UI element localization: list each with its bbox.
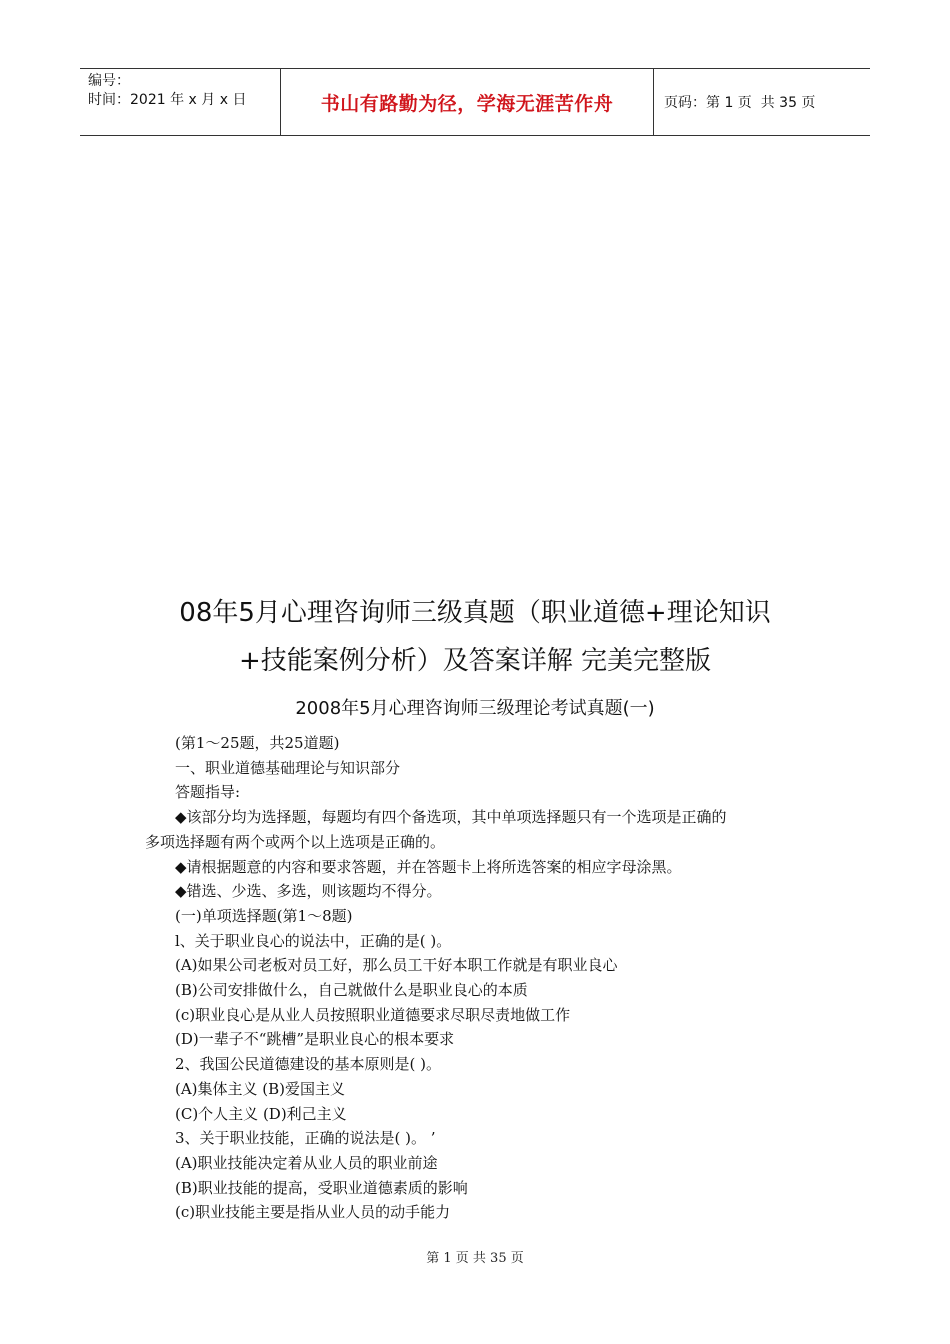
document-body: [145, 731, 825, 1225]
time-label: 时间：2021 年 x 月 x 日: [88, 92, 247, 108]
header-motto-cell: [281, 69, 654, 135]
body-line: 答题指导:: [175, 783, 241, 802]
question-line: 2、我国公民道德建设的基本原则是( )。: [175, 1055, 442, 1074]
option-line: (A)集体主义 (B)爱国主义: [175, 1079, 346, 1098]
header-meta: [80, 69, 281, 135]
document-title-line1: 08年5月心理咨询师三级真题（职业道德+理论知识: [179, 598, 771, 628]
header-page-info: [654, 69, 870, 135]
option-line: (A)职业技能决定着从业人员的职业前途: [175, 1153, 438, 1172]
header-table: [80, 68, 870, 136]
option-line: (c)职业良心是从业人员按照职业道德要求尽职尽责地做工作: [175, 1005, 571, 1024]
body-line: ◆错选、少选、多选，则该题均不得分。: [175, 882, 442, 901]
option-line: (D)一辈子不“跳槽”是职业良心的根本要求: [175, 1030, 455, 1049]
body-line: 多项选择题有两个或两个以上选项是正确的。: [145, 832, 446, 851]
motto-text: 书山有路勤为径，学海无涯苦作舟: [320, 92, 614, 115]
option-line: (c)职业技能主要是指从业人员的动手能力: [175, 1203, 451, 1222]
body-line: (第1～25题，共25道题): [175, 734, 340, 752]
option-line: (A)如果公司老板对员工好，那么员工干好本职工作就是有职业良心: [175, 956, 618, 975]
document-title-line2: +技能案例分析）及答案详解 完美完整版: [238, 646, 712, 676]
option-line: (B)公司安排做什么，自己就做什么是职业良心的本质: [175, 981, 528, 1000]
option-line: (C)个人主义 (D)利己主义: [175, 1104, 347, 1123]
body-line: ◆该部分均为选择题，每题均有四个备选项，其中单项选择题只有一个选项是正确的: [175, 808, 727, 827]
option-line: (B)职业技能的提高，受职业道德素质的影响: [175, 1178, 468, 1197]
number-label: 编号：: [88, 73, 130, 89]
body-line: ◆请根据题意的内容和要求答题，并在答题卡上将所选答案的相应字母涂黑。: [175, 857, 682, 876]
question-line: 3、关于职业技能，正确的说法是( )。 ’: [175, 1129, 436, 1148]
body-line: (一)单项选择题(第1～8题): [175, 906, 353, 925]
page-info-text: 页码：第 1 页 共 35 页: [664, 95, 816, 111]
question-line: l、关于职业良心的说法中，正确的是( )。: [175, 931, 452, 950]
body-line: 一、职业道德基础理论与知识部分: [175, 758, 401, 777]
document-subtitle: 2008年5月心理咨询师三级理论考试真题(一): [295, 698, 655, 719]
page-footer: 第 1 页 共 35 页: [426, 1251, 524, 1266]
